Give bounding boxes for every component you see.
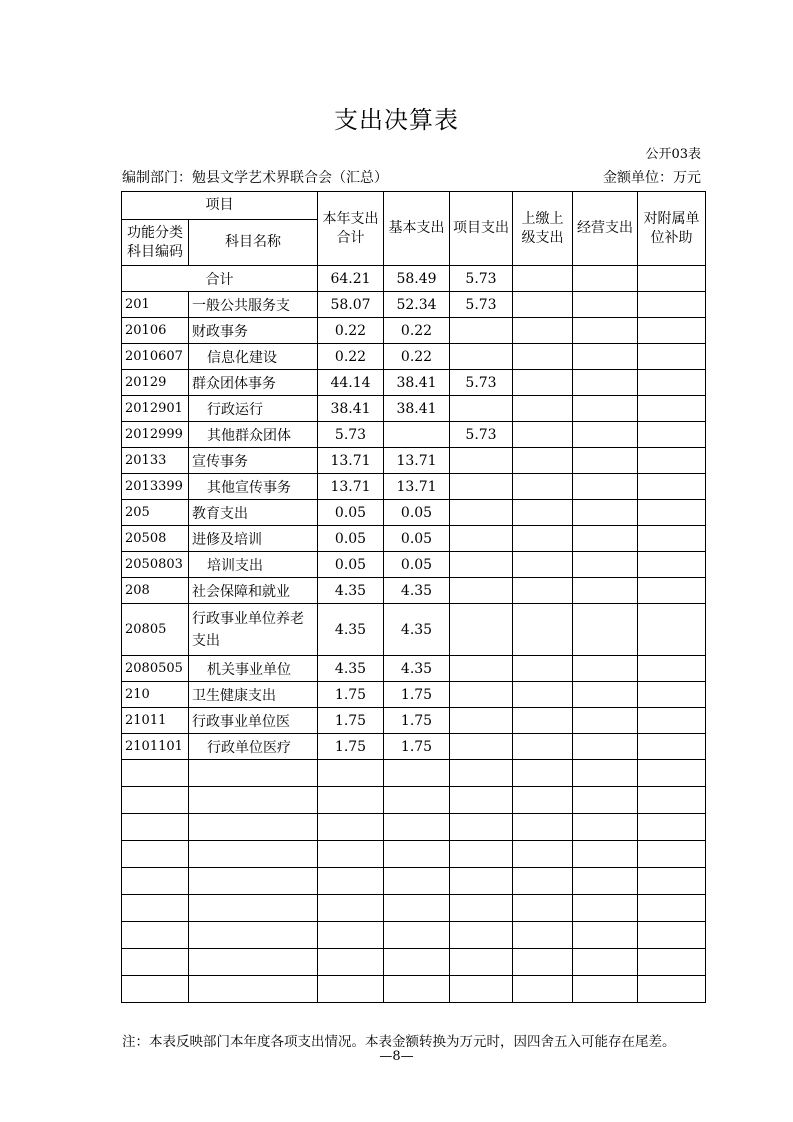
row-remit [513,474,573,500]
table-row [122,578,706,604]
row-subsidy [638,500,706,526]
table-row [122,604,706,656]
row-business [573,578,638,604]
empty-cell [638,868,706,895]
form-code: 公开03表 [645,147,701,162]
row-subject-name: 进修及培训 [189,526,318,552]
empty-cell [122,814,189,841]
table-row [122,344,706,370]
row-code: 2101101 [122,734,189,760]
row-subsidy [638,370,706,396]
row-code: 20508 [122,526,189,552]
table-row [122,682,706,708]
empty-cell [450,895,513,922]
page-title: 支出决算表 [334,106,459,134]
row-project [450,708,513,734]
empty-cell [638,841,706,868]
row-remit [513,526,573,552]
empty-cell [638,760,706,787]
row-subject-name: 行政事业单位医 [189,708,318,734]
row-total: 44.14 [318,370,384,396]
empty-cell [384,949,450,976]
row-total: 58.07 [318,292,384,318]
total-row [122,266,706,292]
empty-cell [122,760,189,787]
empty-cell [513,787,573,814]
row-total: 1.75 [318,682,384,708]
table-row [122,526,706,552]
row-project [450,682,513,708]
row-subject-name: 卫生健康支出 [189,682,318,708]
row-total: 4.35 [318,656,384,682]
row-total: 5.73 [318,422,384,448]
table-row [122,734,706,760]
row-total: 1.75 [318,708,384,734]
empty-cell [573,868,638,895]
amount-unit: 金额单位：万元 [603,170,701,186]
row-business [573,448,638,474]
row-business [573,552,638,578]
row-business [573,318,638,344]
header-business: 经营支出 [573,192,638,266]
empty-cell [513,895,573,922]
row-business [573,396,638,422]
table-row [122,396,706,422]
row-code: 210 [122,682,189,708]
row-subject-name: 一般公共服务支 [189,292,318,318]
row-project [450,526,513,552]
row-project: 5.73 [450,422,513,448]
row-business [573,656,638,682]
row-code: 2080505 [122,656,189,682]
row-subject-name: 其他宣传事务 [189,474,318,500]
row-project [450,318,513,344]
header-total: 本年支出合计 [318,192,384,266]
empty-cell [384,976,450,1003]
table-row [122,656,706,682]
empty-cell [513,922,573,949]
empty-cell [384,760,450,787]
row-remit [513,396,573,422]
empty-cell [189,814,318,841]
empty-cell [450,814,513,841]
row-subsidy [638,682,706,708]
row-total: 1.75 [318,734,384,760]
row-subsidy [638,318,706,344]
row-code: 201 [122,292,189,318]
empty-row [122,760,706,787]
row-basic: 38.41 [384,370,450,396]
empty-cell [318,976,384,1003]
row-subsidy [638,552,706,578]
row-code: 2050803 [122,552,189,578]
empty-cell [318,949,384,976]
empty-cell [573,949,638,976]
row-code: 2013399 [122,474,189,500]
row-business [573,734,638,760]
empty-cell [573,760,638,787]
row-code: 21011 [122,708,189,734]
row-project [450,734,513,760]
total-label: 合计 [122,266,318,292]
total-basic: 58.49 [384,266,450,292]
empty-cell [450,976,513,1003]
row-total: 4.35 [318,578,384,604]
row-project [450,344,513,370]
row-code: 20133 [122,448,189,474]
row-code: 20805 [122,604,189,656]
expenditure-table [121,191,706,1003]
empty-cell [450,841,513,868]
table-row [122,708,706,734]
row-total: 0.22 [318,344,384,370]
empty-cell [573,787,638,814]
row-code: 20129 [122,370,189,396]
row-basic: 13.71 [384,474,450,500]
row-basic: 52.34 [384,292,450,318]
row-subject-name: 行政事业单位养老支出 [189,604,318,656]
empty-cell [122,787,189,814]
empty-row [122,976,706,1003]
row-subsidy [638,474,706,500]
empty-cell [384,895,450,922]
empty-cell [318,841,384,868]
row-basic: 0.05 [384,552,450,578]
row-subsidy [638,578,706,604]
empty-cell [189,868,318,895]
row-remit [513,500,573,526]
row-basic: 1.75 [384,734,450,760]
row-subject-name: 行政单位医疗 [189,734,318,760]
empty-cell [122,949,189,976]
row-subject-name: 宣传事务 [189,448,318,474]
empty-cell [450,787,513,814]
row-total: 0.05 [318,552,384,578]
row-total: 4.35 [318,604,384,656]
empty-cell [318,760,384,787]
row-remit [513,448,573,474]
row-subsidy [638,396,706,422]
empty-row [122,841,706,868]
empty-cell [638,895,706,922]
row-subsidy [638,448,706,474]
row-code: 20106 [122,318,189,344]
empty-cell [384,868,450,895]
empty-cell [573,841,638,868]
row-remit [513,370,573,396]
table-row [122,292,706,318]
row-business [573,370,638,396]
empty-cell [122,841,189,868]
empty-row [122,949,706,976]
row-business [573,422,638,448]
empty-cell [638,976,706,1003]
row-project [450,448,513,474]
empty-cell [450,949,513,976]
row-total: 0.05 [318,500,384,526]
row-remit [513,682,573,708]
empty-cell [513,976,573,1003]
empty-cell [450,922,513,949]
row-business [573,292,638,318]
row-subject-name: 教育支出 [189,500,318,526]
row-project [450,396,513,422]
row-subsidy [638,422,706,448]
row-basic: 0.05 [384,526,450,552]
total-project: 5.73 [450,266,513,292]
row-project [450,656,513,682]
row-business [573,500,638,526]
row-subject-name: 信息化建设 [189,344,318,370]
row-business [573,474,638,500]
row-code: 208 [122,578,189,604]
row-subsidy [638,734,706,760]
empty-cell [189,841,318,868]
row-project [450,578,513,604]
empty-cell [573,814,638,841]
table-row [122,448,706,474]
header-subsidy: 对附属单位补助 [638,192,706,266]
empty-cell [513,760,573,787]
row-project [450,552,513,578]
row-remit [513,656,573,682]
table-row [122,552,706,578]
row-remit [513,318,573,344]
department-label: 编制部门：勉县文学艺术界联合会（汇总） [122,170,388,186]
row-remit [513,422,573,448]
row-basic: 4.35 [384,656,450,682]
row-basic: 4.35 [384,604,450,656]
row-remit [513,552,573,578]
empty-cell [513,841,573,868]
row-basic: 13.71 [384,448,450,474]
table-row [122,422,706,448]
row-project [450,500,513,526]
empty-row [122,868,706,895]
row-subject-name: 社会保障和就业 [189,578,318,604]
row-basic: 38.41 [384,396,450,422]
empty-row [122,814,706,841]
header-item: 项目 [122,192,318,220]
row-basic: 0.22 [384,344,450,370]
row-subsidy [638,708,706,734]
total-business [573,266,638,292]
row-business [573,708,638,734]
empty-cell [318,787,384,814]
total-amount: 64.21 [318,266,384,292]
row-remit [513,292,573,318]
row-basic: 0.22 [384,318,450,344]
row-remit [513,344,573,370]
empty-cell [122,976,189,1003]
row-remit [513,734,573,760]
row-total: 0.22 [318,318,384,344]
row-subject-name: 群众团体事务 [189,370,318,396]
table-row [122,370,706,396]
row-subsidy [638,604,706,656]
row-subject-name: 行政运行 [189,396,318,422]
row-subject-name: 其他群众团体 [189,422,318,448]
row-business [573,682,638,708]
row-subsidy [638,292,706,318]
empty-cell [638,814,706,841]
empty-cell [189,949,318,976]
row-remit [513,604,573,656]
empty-cell [638,949,706,976]
row-business [573,526,638,552]
row-project: 5.73 [450,292,513,318]
empty-cell [450,868,513,895]
empty-cell [384,787,450,814]
empty-row [122,787,706,814]
empty-cell [384,922,450,949]
row-project: 5.73 [450,370,513,396]
empty-cell [573,976,638,1003]
empty-cell [573,895,638,922]
total-subsidy [638,266,706,292]
row-subsidy [638,656,706,682]
row-remit [513,708,573,734]
empty-cell [189,922,318,949]
row-business [573,604,638,656]
empty-cell [189,787,318,814]
row-basic: 4.35 [384,578,450,604]
empty-cell [122,868,189,895]
row-remit [513,578,573,604]
empty-cell [384,814,450,841]
row-basic [384,422,450,448]
row-business [573,344,638,370]
empty-cell [189,976,318,1003]
table-row [122,500,706,526]
empty-cell [513,949,573,976]
empty-cell [122,895,189,922]
row-total: 13.71 [318,474,384,500]
row-code: 2012999 [122,422,189,448]
page-number: —8— [379,1049,414,1064]
row-code: 2010607 [122,344,189,370]
empty-cell [573,922,638,949]
empty-cell [318,922,384,949]
row-total: 0.05 [318,526,384,552]
empty-cell [318,814,384,841]
header-func-code: 功能分类科目编码 [122,220,189,266]
table-row [122,474,706,500]
row-basic: 1.75 [384,682,450,708]
empty-cell [513,868,573,895]
empty-cell [638,922,706,949]
empty-row [122,895,706,922]
empty-cell [513,814,573,841]
row-project [450,604,513,656]
empty-cell [638,787,706,814]
empty-cell [318,868,384,895]
empty-cell [122,922,189,949]
row-basic: 1.75 [384,708,450,734]
row-subject-name: 财政事务 [189,318,318,344]
row-subject-name: 培训支出 [189,552,318,578]
empty-cell [318,895,384,922]
row-basic: 0.05 [384,500,450,526]
empty-row [122,922,706,949]
table-row [122,318,706,344]
row-subsidy [638,344,706,370]
header-project: 项目支出 [450,192,513,266]
empty-cell [189,760,318,787]
row-total: 13.71 [318,448,384,474]
row-project [450,474,513,500]
empty-cell [384,841,450,868]
row-code: 2012901 [122,396,189,422]
empty-cell [189,895,318,922]
row-subject-name: 机关事业单位 [189,656,318,682]
footnote: 注：本表反映部门本年度各项支出情况。本表金额转换为万元时，因四舍五入可能存在尾差。 [122,1034,676,1050]
header-remit: 上缴上级支出 [513,192,573,266]
row-code: 205 [122,500,189,526]
total-remit [513,266,573,292]
header-subject-name: 科目名称 [189,220,318,266]
header-basic: 基本支出 [384,192,450,266]
row-total: 38.41 [318,396,384,422]
row-subsidy [638,526,706,552]
empty-cell [450,760,513,787]
